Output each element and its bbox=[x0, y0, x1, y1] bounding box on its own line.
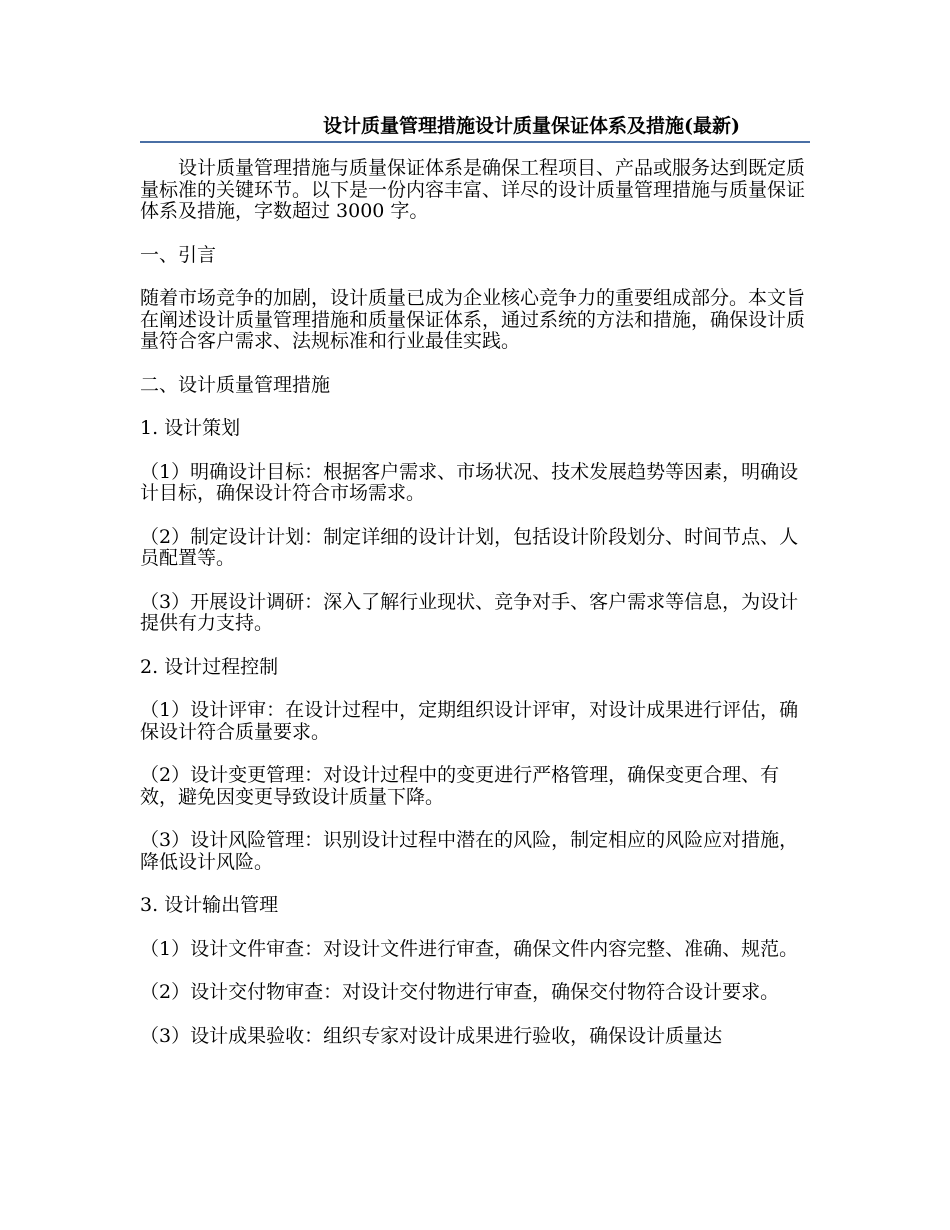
subsection-heading-design-planning: 1. 设计策划 bbox=[140, 417, 241, 439]
list-item: （2）设计变更管理：对设计过程中的变更进行严格管理，确保变更合理、有效，避免因变更导致设计质量下降。 bbox=[140, 764, 780, 808]
list-item: （1）设计文件审查：对设计文件进行审查，确保文件内容完整、准确、规范。 bbox=[140, 937, 799, 960]
list-item: （1）明确设计目标：根据客户需求、市场状况、技术发展趋势等因素，明确设计目标，确保设计符合市场需求。 bbox=[140, 460, 799, 504]
section-heading-design-quality-measures: 二、设计质量管理措施 bbox=[140, 373, 331, 396]
list-item: （3）设计风险管理：识别设计过程中潜在的风险，制定相应的风险应对措施，降低设计风险。 bbox=[140, 829, 799, 873]
subsection-heading-design-process-control: 2. 设计过程控制 bbox=[140, 655, 279, 678]
introduction-paragraph: 随着市场竞争的加剧，设计质量已成为企业核心竞争力的重要组成部分。本文旨在阐述设计质量管理措施和质量保证体系，通过系统的方法和措施，确保设计质量符合客户需求、法规标准和行业最佳实践。 bbox=[140, 287, 806, 352]
list-item: （3）开展设计调研：深入了解行业现状、竞争对手、客户需求等信息，为设计提供有力支持。 bbox=[140, 590, 799, 634]
list-item: （1）设计评审：在设计过程中，定期组织设计评审，对设计成果进行评估，确保设计符合质量要求。 bbox=[140, 699, 799, 743]
title-underline bbox=[140, 141, 810, 143]
document-body bbox=[140, 158, 810, 1047]
list-item: （2）设计交付物审查：对设计交付物进行审查，确保交付物符合设计要求。 bbox=[140, 981, 780, 1003]
subsection-heading-design-output-management: 3. 设计输出管理 bbox=[140, 894, 279, 916]
intro-paragraph: 设计质量管理措施与质量保证体系是确保工程项目、产品或服务达到既定质量标准的关键环节。以下是一份内容丰富、详尽的设计质量管理措施与质量保证体系及措施，字数超过 3000 字。 bbox=[140, 157, 806, 222]
section-heading-introduction: 一、引言 bbox=[140, 243, 217, 266]
list-item: （2）制定设计计划：制定详细的设计计划，包括设计阶段划分、时间节点、人员配置等。 bbox=[140, 525, 799, 569]
document-title: 设计质量管理措施设计质量保证体系及措施(最新) bbox=[323, 115, 740, 137]
list-item: （3）设计成果验收：组织专家对设计成果进行验收，确保设计质量达 bbox=[140, 1024, 723, 1047]
